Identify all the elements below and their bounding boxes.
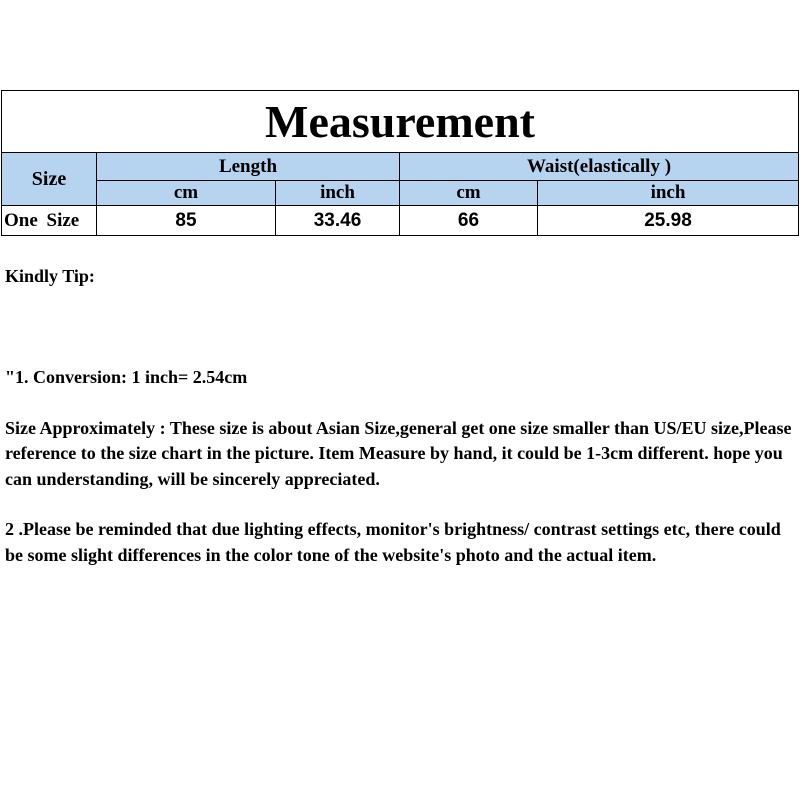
kindly-tip-title: Kindly Tip:: [5, 266, 95, 287]
length-group-header: Length: [97, 153, 400, 181]
waist-inch-value: 25.98: [538, 206, 799, 236]
length-inch-header: inch: [276, 181, 400, 206]
size-approx-note: Size Approximately : These size is about Asian Size,general get one size smaller than US/EU size,Please reference to the size chart in the picture. Item Measure by hand, it could be 1-3cm different. hope you can understanding, will be sincerely appreciated.: [5, 418, 792, 489]
table-row: [2, 206, 799, 236]
size-column-header: Size: [2, 153, 97, 206]
conversion-note: "1. Conversion: 1 inch= 2.54cm: [5, 367, 248, 388]
length-cm-value: 85: [97, 206, 276, 236]
size-chart-table: [1, 90, 799, 236]
length-inch-value: 33.46: [276, 206, 400, 236]
color-tone-note: 2 .Please be reminded that due lighting effects, monitor's brightness/ contrast settings etc, there could be some slight differences in the color tone of the website's photo and the actual item.: [5, 519, 781, 565]
title-row: [2, 91, 799, 153]
waist-group-header: Waist(elastically ): [400, 153, 799, 181]
length-cm-header: cm: [97, 181, 276, 206]
waist-cm-value: 66: [400, 206, 538, 236]
waist-inch-header: inch: [538, 181, 799, 206]
notes-section: [5, 239, 795, 593]
header-row-units: [2, 181, 799, 206]
waist-cm-header: cm: [400, 181, 538, 206]
chart-title: Measurement: [2, 91, 799, 153]
header-row-groups: [2, 153, 799, 181]
notes-spacer: [5, 315, 795, 340]
size-name-cell: One Size: [2, 206, 97, 236]
